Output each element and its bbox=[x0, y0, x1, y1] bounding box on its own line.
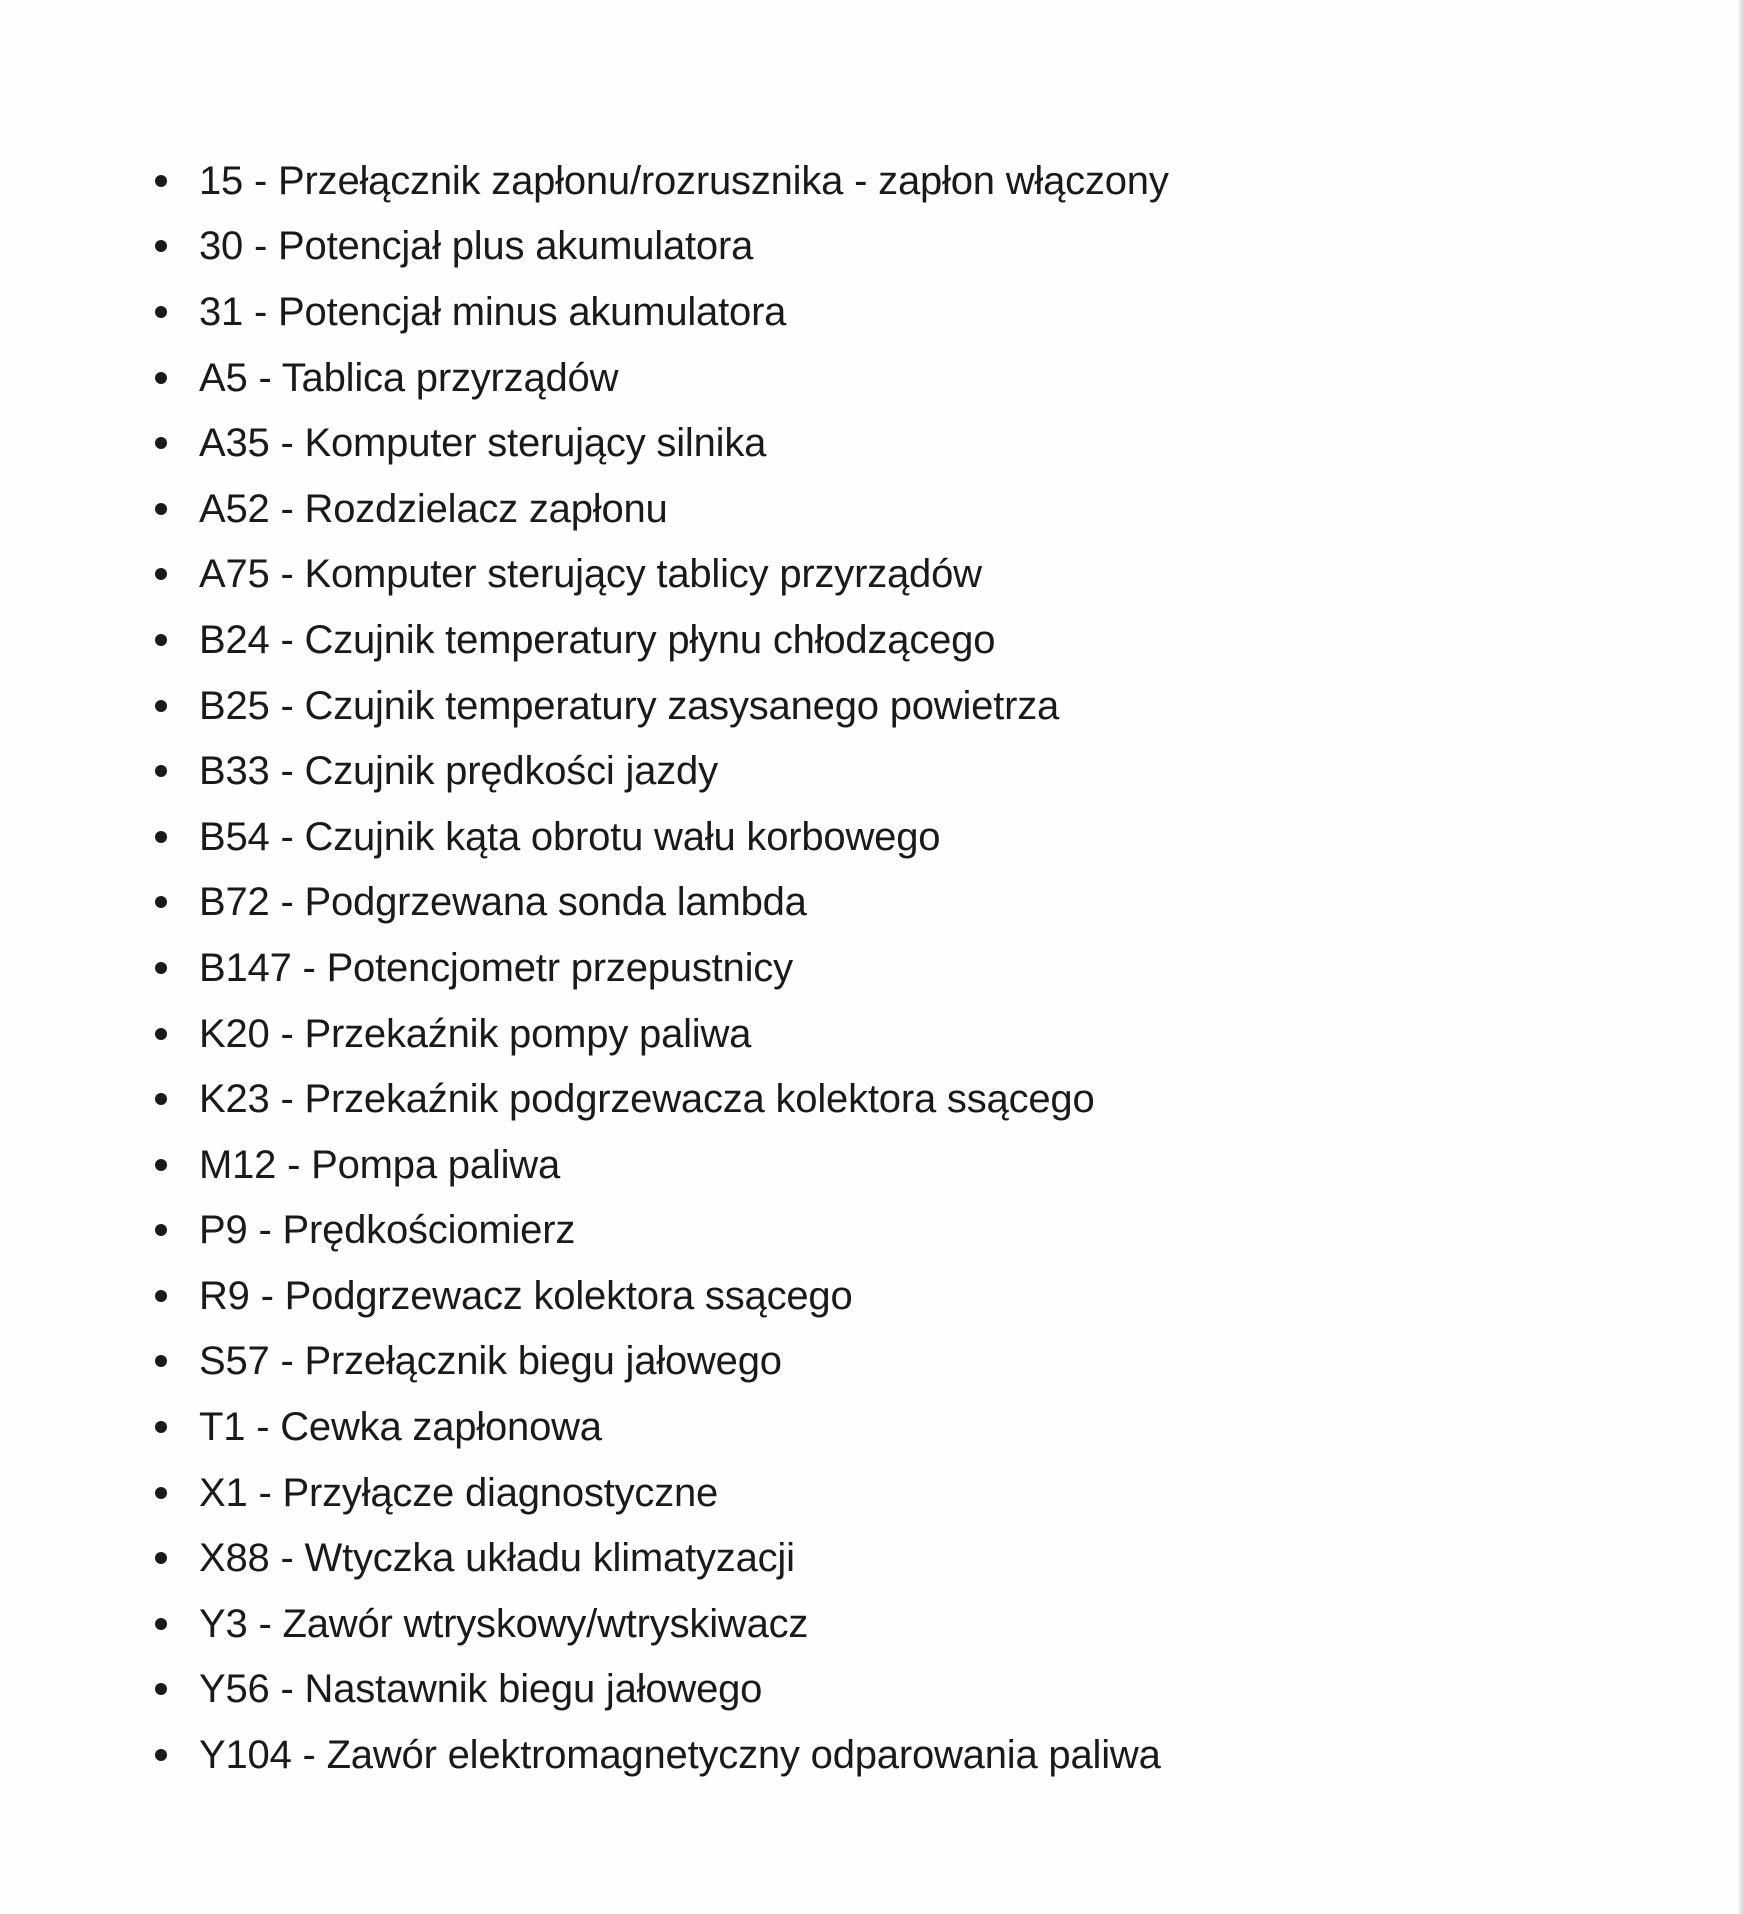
bullet-icon bbox=[155, 306, 167, 318]
list-item bbox=[155, 148, 1169, 214]
list-item-text: X1 - Przyłącze diagnostyczne bbox=[199, 1470, 719, 1515]
list-item-text: R9 - Podgrzewacz kolektora ssącego bbox=[199, 1273, 853, 1318]
list-item-text: X88 - Wtyczka układu klimatyzacji bbox=[199, 1536, 795, 1581]
list-item-text: M12 - Pompa paliwa bbox=[199, 1142, 561, 1187]
list-item bbox=[155, 214, 1169, 280]
bullet-icon bbox=[155, 634, 167, 646]
bullet-icon bbox=[155, 1421, 167, 1433]
bullet-icon bbox=[155, 437, 167, 449]
list-item bbox=[155, 804, 1169, 870]
list-item-text: Y3 - Zawór wtryskowy/wtryskiwacz bbox=[199, 1601, 809, 1646]
list-item-text: 31 - Potencjał minus akumulatora bbox=[199, 289, 787, 334]
list-item bbox=[155, 542, 1169, 608]
bullet-icon bbox=[155, 1290, 167, 1302]
list-item-text: A5 - Tablica przyrządów bbox=[199, 355, 619, 400]
bullet-icon bbox=[155, 1224, 167, 1236]
list-item-text: B33 - Czujnik prędkości jazdy bbox=[199, 749, 718, 794]
component-legend-list bbox=[155, 148, 1169, 1788]
list-item bbox=[155, 345, 1169, 411]
bullet-icon bbox=[155, 1749, 167, 1761]
list-item bbox=[155, 870, 1169, 936]
bullet-icon bbox=[155, 700, 167, 712]
list-item bbox=[155, 1329, 1169, 1395]
list-item bbox=[155, 410, 1169, 476]
list-item bbox=[155, 673, 1169, 739]
list-item-text: 30 - Potencjał plus akumulatora bbox=[199, 224, 754, 269]
list-item bbox=[155, 279, 1169, 345]
list-item bbox=[155, 1460, 1169, 1526]
scan-edge-shadow bbox=[1737, 0, 1743, 1914]
list-item-text: Y104 - Zawór elektromagnetyczny odparowania paliwa bbox=[199, 1733, 1161, 1778]
list-item bbox=[155, 1722, 1169, 1788]
list-item-text: P9 - Prędkościomierz bbox=[199, 1208, 576, 1253]
bullet-icon bbox=[155, 175, 167, 187]
list-item-text: S57 - Przełącznik biegu jałowego bbox=[199, 1339, 782, 1384]
list-item-text: Y56 - Nastawnik biegu jałowego bbox=[199, 1667, 763, 1712]
list-item bbox=[155, 1657, 1169, 1723]
bullet-icon bbox=[155, 962, 167, 974]
list-item bbox=[155, 1263, 1169, 1329]
list-item-text: B147 - Potencjometr przepustnicy bbox=[199, 945, 793, 990]
bullet-icon bbox=[155, 503, 167, 515]
bullet-icon bbox=[155, 240, 167, 252]
bullet-icon bbox=[155, 896, 167, 908]
bullet-icon bbox=[155, 1683, 167, 1695]
list-item-text: B24 - Czujnik temperatury płynu chłodzącego bbox=[199, 617, 996, 662]
list-item bbox=[155, 738, 1169, 804]
bullet-icon bbox=[155, 1093, 167, 1105]
list-item bbox=[155, 1394, 1169, 1460]
list-item bbox=[155, 1591, 1169, 1657]
list-item-text: A52 - Rozdzielacz zapłonu bbox=[199, 486, 668, 531]
list-item-text: A75 - Komputer sterujący tablicy przyrządów bbox=[199, 552, 982, 597]
list-item-text: T1 - Cewka zapłonowa bbox=[199, 1405, 602, 1450]
list-item-text: B72 - Podgrzewana sonda lambda bbox=[199, 880, 807, 925]
bullet-icon bbox=[155, 1159, 167, 1171]
list-item-text: B54 - Czujnik kąta obrotu wału korbowego bbox=[199, 814, 941, 859]
list-item bbox=[155, 1132, 1169, 1198]
bullet-icon bbox=[155, 831, 167, 843]
bullet-icon bbox=[155, 1028, 167, 1040]
bullet-icon bbox=[155, 765, 167, 777]
list-item bbox=[155, 1198, 1169, 1264]
bullet-icon bbox=[155, 372, 167, 384]
list-item-text: K23 - Przekaźnik podgrzewacza kolektora ssącego bbox=[199, 1077, 1095, 1122]
bullet-icon bbox=[155, 1487, 167, 1499]
list-item bbox=[155, 476, 1169, 542]
list-item-text: 15 - Przełącznik zapłonu/rozrusznika - zapłon włączony bbox=[199, 158, 1169, 203]
bullet-icon bbox=[155, 1355, 167, 1367]
list-item-text: A35 - Komputer sterujący silnika bbox=[199, 421, 767, 466]
list-item bbox=[155, 1066, 1169, 1132]
list-item-text: K20 - Przekaźnik pompy paliwa bbox=[199, 1011, 752, 1056]
list-item bbox=[155, 935, 1169, 1001]
list-item bbox=[155, 1525, 1169, 1591]
list-item-text: B25 - Czujnik temperatury zasysanego powietrza bbox=[199, 683, 1060, 728]
bullet-icon bbox=[155, 1552, 167, 1564]
list-item bbox=[155, 607, 1169, 673]
bullet-icon bbox=[155, 1618, 167, 1630]
list-item bbox=[155, 1001, 1169, 1067]
bullet-icon bbox=[155, 568, 167, 580]
